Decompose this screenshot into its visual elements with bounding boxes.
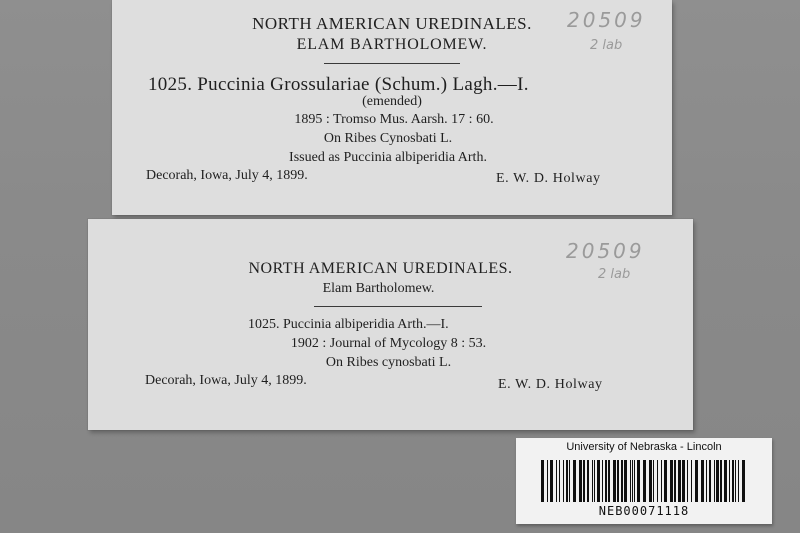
label-locality-date: Decorah, Iowa, July 4, 1899. [146, 168, 308, 183]
specimen-label-top [112, 0, 672, 215]
label-divider [314, 306, 482, 307]
label-host: On Ribes cynosbati L. [325, 355, 452, 370]
barcode-image [541, 460, 747, 502]
label-header-title: NORTH AMERICAN UREDINALES. [252, 14, 532, 33]
label-host: On Ribes Cynosbati L. [323, 131, 453, 146]
institution-name: University of Nebraska - Lincoln [566, 441, 722, 453]
specimen-label-bottom [88, 219, 693, 430]
label-citation: 1895 : Tromso Mus. Aarsh. 17 : 60. [294, 112, 494, 127]
label-divider [324, 63, 460, 64]
label-species-line: 1025. Puccinia albiperidia Arth.—I. [248, 317, 449, 332]
label-citation: 1902 : Journal of Mycology 8 : 53. [290, 336, 487, 351]
label-collector: E. W. D. Holway [496, 171, 601, 186]
label-header-author: Elam Bartholomew. [322, 281, 435, 296]
label-emended: (emended) [362, 94, 422, 109]
label-header-author: ELAM BARTHOLOMEW. [296, 36, 488, 53]
handwritten-note: 2 lab [598, 267, 631, 282]
handwritten-note: 2 lab [590, 38, 623, 53]
barcode-card [516, 438, 772, 524]
label-collector: E. W. D. Holway [498, 377, 603, 392]
label-locality-date: Decorah, Iowa, July 4, 1899. [145, 373, 307, 388]
label-species-line: 1025. Puccinia Grossulariae (Schum.) Lagh.—I. [148, 74, 529, 95]
handwritten-accession-number: 20509 [566, 239, 645, 263]
handwritten-accession-number: 20509 [567, 8, 646, 32]
barcode-number: NEB00071118 [598, 504, 690, 518]
label-issued-as: Issued as Puccinia albiperidia Arth. [289, 150, 487, 165]
label-header-title: NORTH AMERICAN UREDINALES. [248, 260, 513, 277]
